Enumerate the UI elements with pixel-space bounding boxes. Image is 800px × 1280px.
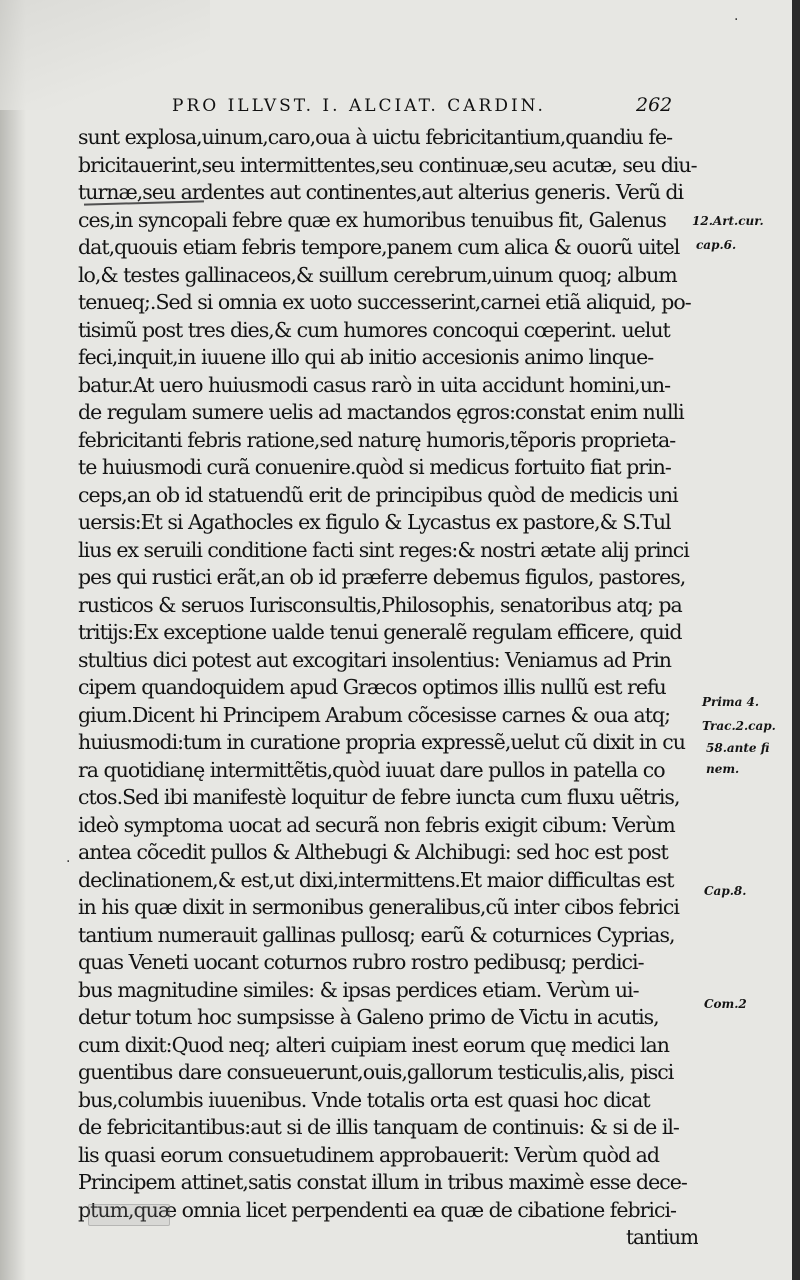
text-line: bus,columbis iuuenibus. Vnde totalis orta est quasi hoc dicat	[78, 1087, 650, 1112]
text-line: tantium numerauit gallinas pullosq; earũ & coturnices Cyprias,	[78, 922, 675, 947]
text-line: ctos.Sed ibi manifestè loquitur de febre iuncta cum fluxu uẽtris,	[78, 785, 680, 809]
faded-stamp	[88, 1204, 170, 1226]
ink-speck: ·	[734, 12, 739, 28]
text-line: ptum,quæ omnia licet perpendenti ea quæ de cibatione febrici-	[78, 1197, 676, 1222]
margin-note: Prima 4.	[702, 695, 760, 709]
text-line: te huiusmodi curã conuenire.quòd si medicus fortuito fiat prin-	[78, 455, 671, 479]
margin-note: Com.2	[704, 997, 747, 1011]
text-line: huiusmodi:tum in curatione propria expressẽ,uelut cũ dixit in cu	[78, 730, 685, 754]
text-line: tritijs:Ex exceptione ualde tenui generalẽ regulam efficere, quid	[78, 620, 682, 644]
text-line: cipem quandoquidem apud Græcos optimos illis nullũ est refu	[78, 675, 666, 699]
margin-note: Trac.2.cap.	[702, 719, 776, 733]
text-line: declinationem,& est,ut dixi,intermittens.Et maior difficultas est	[78, 867, 674, 892]
text-line: tantium	[626, 1225, 698, 1249]
text-line: batur.At uero huiusmodi casus rarò in uita accidunt homini,un-	[78, 372, 671, 397]
text-line: quas Veneti uocant coturnos rubro rostro pedibusq; perdici-	[78, 950, 644, 974]
text-line: guentibus dare consueuerunt,ouis,gallorum testiculis,alis, pisci	[78, 1060, 674, 1084]
text-line: ces,in syncopali febre quæ ex humoribus tenuibus fit, Galenus	[78, 207, 666, 232]
text-line: lius ex seruili conditione facti sint reges:& nostri ætate alij princi	[78, 537, 689, 562]
text-line: antea cõcedit pullos & Althebugi & Alchibugi: sed hoc est post	[78, 840, 668, 864]
text-line: de febricitantibus:aut si de illis tanquam de continuis: & si de il-	[78, 1115, 679, 1139]
text-line: bus magnitudine similes: & ipsas perdices etiam. Verùm ui-	[78, 977, 639, 1002]
text-line: tisimũ post tres dies,& cum humores concoqui cœperint. uelut	[78, 317, 670, 342]
text-line: stultius dici potest aut excogitari insolentius: Veniamus ad Prin	[78, 647, 671, 672]
text-line: gium.Dicent hi Principem Arabum cõcesisse carnes & oua atq;	[78, 702, 670, 727]
text-line: ideò symptoma uocat ad securã non febris exigit cibum: Verùm	[78, 812, 675, 837]
margin-note: 58.ante fi	[706, 741, 770, 755]
text-line: cum dixit:Quod neq; alteri cuipiam inest eorum quę medici lan	[78, 1032, 669, 1057]
text-line: sunt explosa,uinum,caro,oua à uictu febricitantium,quandiu fe-	[78, 125, 672, 149]
text-line: uersis:Et si Agathocles ex figulo & Lycastus ex pastore,& S.Tul	[78, 510, 671, 534]
spine-shadow	[0, 0, 26, 1280]
text-line: rusticos & seruos Iurisconsultis,Philosophis, senatoribus atq; pa	[78, 592, 682, 617]
page-edge	[792, 0, 800, 1280]
text-line: lis quasi eorum consuetudinem approbauerit: Verùm quòd ad	[78, 1142, 659, 1167]
ink-speck: ·	[66, 854, 71, 870]
text-line: ceps,an ob id statuendũ erit de principibus quòd de medicis uni	[78, 482, 678, 507]
page-number: 262	[636, 94, 673, 116]
text-line: bricitauerint,seu intermittentes,seu continuæ,seu acutæ, seu diu-	[78, 152, 697, 177]
text-line: lo,& testes gallinaceos,& suillum cerebrum,uinum quoq; album	[78, 262, 677, 287]
text-line: Principem attinet,satis constat illum in tribus maximè esse dece-	[78, 1170, 687, 1194]
text-line: dat,quouis etiam febris tempore,panem cum alica & ouorũ uitel	[78, 235, 680, 259]
margin-note: 12.Art.cur.	[692, 214, 764, 228]
margin-note: cap.6.	[696, 238, 737, 252]
text-line: in his quæ dixit in sermonibus generalibus,cũ inter cibos febrici	[78, 895, 679, 919]
running-title: PRO ILLVST. I. ALCIAT. CARDIN.	[172, 96, 546, 116]
text-line: feci,inquit,in iuuene illo qui ab initio accesionis animo linque-	[78, 345, 654, 369]
margin-note: Cap.8.	[704, 884, 747, 898]
margin-note: nem.	[706, 762, 740, 776]
text-line: de regulam sumere uelis ad mactandos ęgros:constat enim nulli	[78, 400, 684, 424]
paper-corner-wear	[0, 0, 210, 110]
text-line: pes qui rustici erãt,an ob id præferre debemus figulos, pastores,	[78, 565, 686, 589]
text-line: febricitanti febris ratione,sed naturę humoris,tẽporis proprieta-	[78, 427, 676, 452]
text-line: ra quotidianę intermittẽtis,quòd iuuat dare pullos in patella co	[78, 757, 665, 782]
text-line: turnæ,seu ardentes aut continentes,aut alterius generis. Verũ di	[78, 180, 684, 204]
body-text	[78, 124, 698, 1252]
text-line: detur totum hoc sumpsisse à Galeno primo de Victu in acutis,	[78, 1005, 659, 1029]
text-line: tenueq;.Sed si omnia ex uoto successerint,carnei etiã aliquid, po-	[78, 290, 691, 314]
